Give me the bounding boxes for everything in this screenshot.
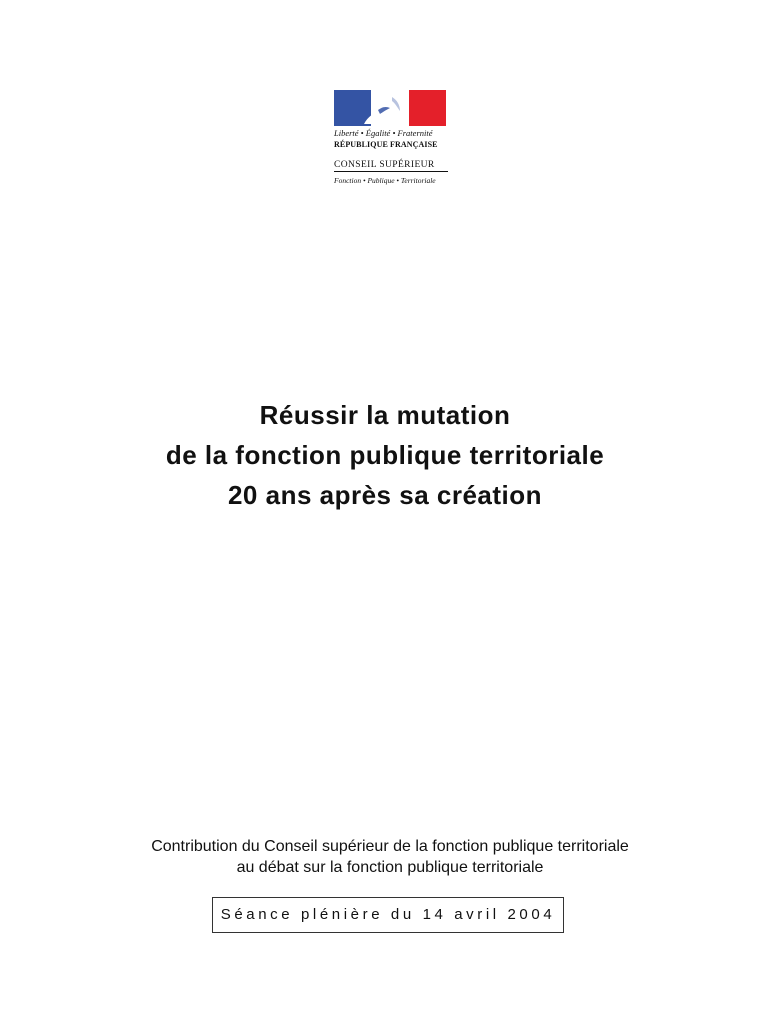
logo-marianne: [334, 90, 448, 190]
session-date-label: Séance plénière du 14 avril 2004: [220, 906, 556, 923]
title-line-2: de la fonction publique territoriale: [165, 440, 605, 470]
council-name: CONSEIL SUPÉRIEUR: [334, 160, 448, 172]
contribution-text: [0, 836, 770, 878]
session-date-box: [212, 897, 564, 933]
marianne-flag-icon: [334, 90, 446, 126]
republic-name: RÉPUBLIQUE FRANÇAISE: [334, 140, 438, 149]
contribution-line-2: au débat sur la fonction publique territoriale: [236, 859, 544, 876]
title-line-1: Réussir la mutation: [259, 400, 511, 430]
contribution-line-1: Contribution du Conseil supérieur de la fonction publique territoriale: [151, 838, 629, 855]
motto-text: Liberté • Égalité • Fraternité: [334, 128, 433, 138]
document-title: [0, 395, 770, 515]
title-line-3: 20 ans après sa création: [227, 480, 543, 510]
council-subtitle: Fonction • Publique • Territoriale: [334, 176, 436, 185]
